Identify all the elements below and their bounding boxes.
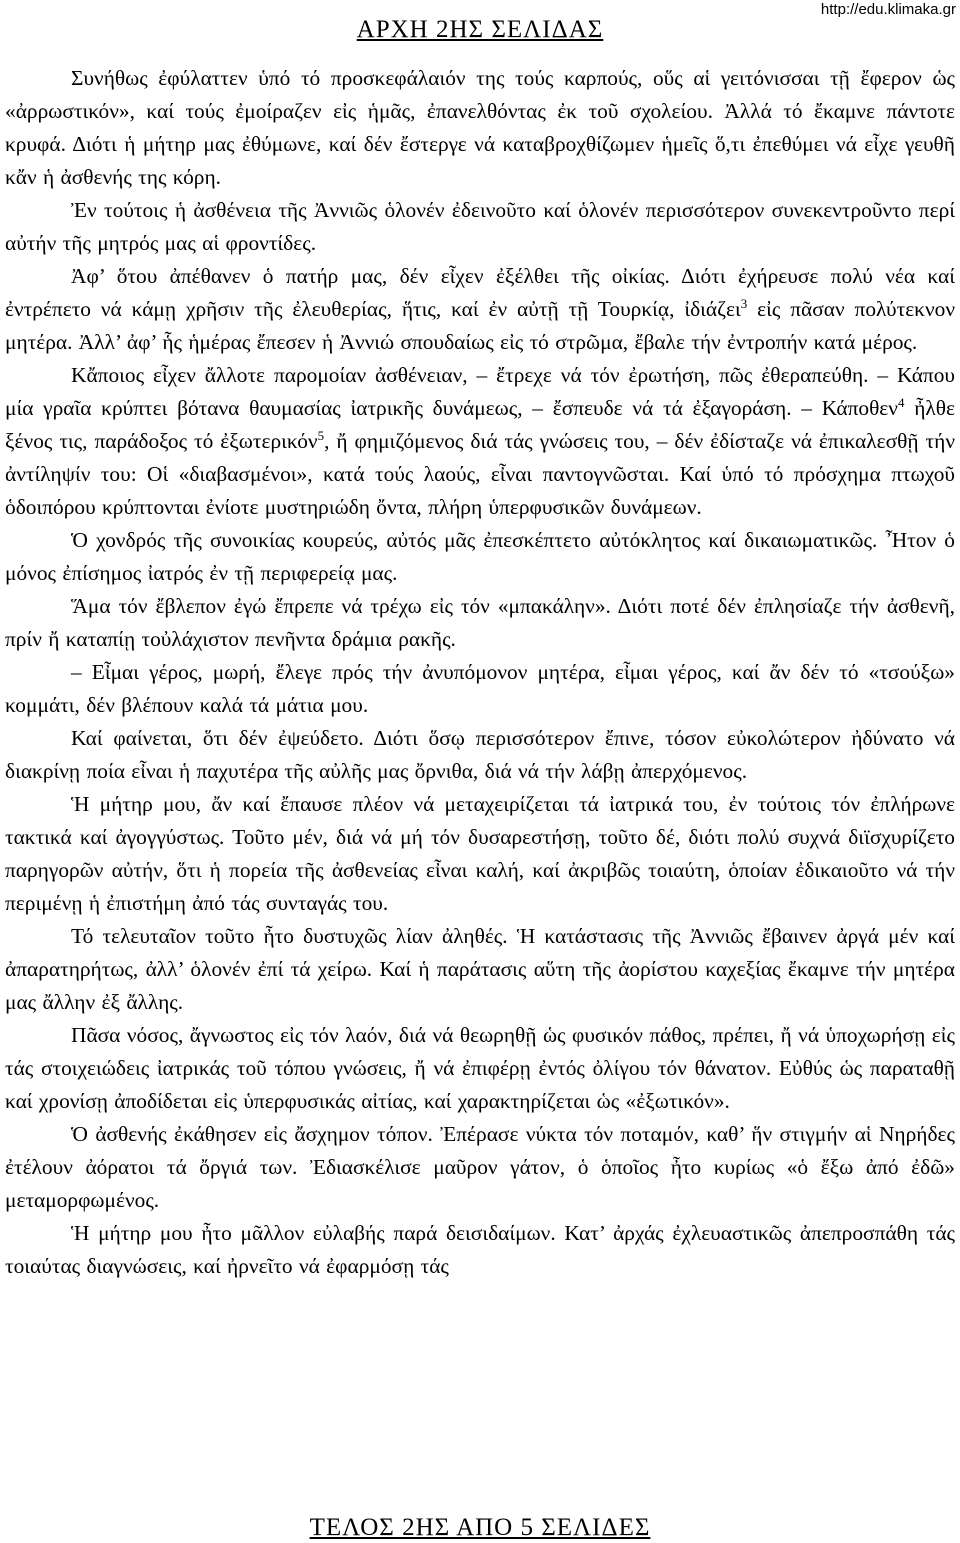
paragraph bbox=[5, 1217, 955, 1283]
paragraph-text: Κἄποιος εἶχεν ἄλλοτε παρομοίαν ἀσθένειαν, – ἔτρεχε νά τόν ἐρωτήση, πῶς ἐθεραπεύθη. – Κάπου μία γραῖα κρύπτει βότανα θαυμασίας ἰατρικῆς δυνάμεως, – ἔσπευδε νά τά ἐξαγοράση. – Κάποθεν bbox=[5, 363, 955, 420]
footnote-marker: 3 bbox=[740, 295, 748, 311]
paragraph bbox=[5, 788, 955, 920]
paragraph bbox=[5, 1019, 955, 1118]
site-url: http://edu.klimaka.gr bbox=[820, 1, 956, 18]
page-header: ΑΡΧΗ 2ΗΣ ΣΕΛΙΔΑΣ bbox=[356, 16, 604, 43]
paragraph bbox=[5, 359, 955, 524]
article-body bbox=[5, 62, 955, 1283]
footnote-marker: 5 bbox=[317, 427, 325, 443]
paragraph-text: Ἡ μήτηρ μου, ἄν καί ἔπαυσε πλέον νά μεταχειρίζεται τά ἰατρικά του, ἐν τούτοις τόν ἐπλήρωνε τακτικά καί ἀγογγύστως. Τοῦτο μέν, διά νά μή τόν δυσαρεστήσῃ, τοῦτο δέ, διότι πολύ συχνά διϊσχυρίζετο παρηγορῶν αὐτήν, ὅτι ἡ πορεία τῆς ἀσθενείας εἶναι καλή, καί ἀκριβῶς τοιαύτη, ὁποίαν ἐδικαιοῦτο νά τήν περιμένῃ ἡ ἐπιστήμη ἀπό τάς συνταγάς του. bbox=[5, 792, 955, 915]
paragraph-text: Ἀφ’ ὅτου ἀπέθανεν ὁ πατήρ μας, δέν εἶχεν ἐξέλθει τῆς οἰκίας. Διότι ἐχήρευσε πολύ νέα καί ἐντρέπετο νά κάμῃ χρῆσιν τῆς ἐλευθερίας, ἥτις, καί ἐν αὐτῇ τῇ Τουρκίᾳ, ἰδιάζει bbox=[5, 264, 955, 321]
paragraph bbox=[5, 260, 955, 359]
paragraph-text: Ἐν τούτοις ἡ ἀσθένεια τῆς Ἀννιῶς ὁλονέν ἐδεινοῦτο καί ὁλονέν περισσότερον συνεκεντροῦντο περί αὐτήν τῆς μητρός μας αἱ φροντίδες. bbox=[5, 198, 955, 255]
paragraph-text: Ὁ χονδρός τῆς συνοικίας κουρεύς, αὐτός μᾶς ἐπεσκέπτετο αὐτόκλητος καί δικαιωματικῶς. Ἦτον ὁ μόνος ἐπίσημος ἰατρός ἐν τῇ περιφερείᾳ μας. bbox=[5, 528, 955, 585]
paragraph bbox=[5, 590, 955, 656]
paragraph-text: Ὁ ἀσθενής ἐκάθησεν εἰς ἄσχημον τόπον. Ἐπέρασε νύκτα τόν ποταμόν, καθ’ ἥν στιγμήν αἱ Νηρήδες ἐτέλουν ἀόρατοι τά ὄργιά των. Ἐδιασκέλισε μαῦρον γάτον, ὁ ὁποῖος ἦτο κυρίως «ὁ ἔξω ἀπό ἐδῶ» μεταμορφωμένος. bbox=[5, 1122, 955, 1212]
paragraph-text: Τό τελευταῖον τοῦτο ἦτο δυστυχῶς λίαν ἀληθές. Ἡ κατάστασις τῆς Ἀννιῶς ἔβαινεν ἀργά μέν καί ἀπαρατηρήτως, ἀλλ’ ὁλονέν ἐπί τά χείρω. Καί ἡ παράτασις αὕτη τῆς ἀορίστου καχεξίας ἔκαμνε τήν μητέρα μας ἄλλην ἐξ ἄλλης. bbox=[5, 924, 955, 1014]
paragraph bbox=[5, 194, 955, 260]
page-footer: ΤΕΛΟΣ 2ΗΣ ΑΠΟ 5 ΣΕΛΙΔΕΣ bbox=[309, 1514, 651, 1541]
footnote-marker: 4 bbox=[897, 394, 905, 410]
paragraph-text: , ἤ φημιζόμενος διά τάς γνώσεις του, – δέν ἐδίσταζε νά ἐπικαλεσθῇ τήν ἀντίληψίν του: Οἱ «διαβασμένοι», κατά τούς λαούς, εἶναι παντογνῶσται. Καί ὑπό τό πρόσχημα πτωχοῦ ὁδοιπόρου κρύπτονται ἐνίοτε μυστηριώδη ὄντα, πλήρη ὑπερφυσικῶν δυνάμεων. bbox=[5, 429, 956, 519]
paragraph-text: εἰς πᾶσαν πολύτεκνον μητέρα. Ἀλλ’ ἀφ’ ἧς ἡμέρας ἔπεσεν ἡ Ἀννιώ σπουδαίως εἰς τό στρῶμα, ἔβαλε τήν ἐντροπήν κατά μέρος. bbox=[5, 297, 955, 354]
paragraph bbox=[5, 62, 955, 194]
paragraph bbox=[5, 722, 955, 788]
paragraph-text: ἦλθε ξένος τις, παράδοξος τό ἐξωτερικόν bbox=[5, 396, 955, 453]
paragraph-text: Ἅμα τόν ἔβλεπον ἐγώ ἔπρεπε νά τρέχω εἰς τόν «μπακάλην». Διότι ποτέ δέν ἐπλησίαζε τήν ἀσθενῆ, πρίν ἤ καταπίῃ τοὐλάχιστον πενῆντα δράμια ρακῆς. bbox=[5, 594, 955, 651]
paragraph bbox=[5, 656, 955, 722]
paragraph-text: Ἡ μήτηρ μου ἦτο μᾶλλον εὐλαβής παρά δεισιδαίμων. Κατ’ ἀρχάς ἐχλευαστικῶς ἀπεπροσπάθη τάς τοιαύτας διαγνώσεις, καί ἠρνεῖτο νά ἐφαρμόσῃ τάς bbox=[5, 1221, 955, 1278]
paragraph-text: Πᾶσα νόσος, ἄγνωστος εἰς τόν λαόν, διά νά θεωρηθῇ ὡς φυσικόν πάθος, πρέπει, ἤ νά ὑποχωρήσῃ εἰς τάς στοιχειώδεις ἰατρικάς τοῦ τόπου γνώσεις, ἤ νά ἐπιφέρῃ ἐντός ὀλίγου τόν θάνατον. Εὐθύς ὡς παραταθῇ καί χρονίσῃ ἀποδίδεται εἰς ὑπερφυσικάς αἰτίας, καί χαρακτηρίζεται ὡς «ἐξωτικόν». bbox=[5, 1023, 955, 1113]
paragraph-text: – Εἶμαι γέρος, μωρή, ἔλεγε πρός τήν ἀνυπόμονον μητέρα, εἶμαι γέρος, καί ἄν δέν τό «τσούξω» κομμάτι, δέν βλέπουν καλά τά μάτια μου. bbox=[5, 660, 955, 717]
paragraph-text: Καί φαίνεται, ὅτι δέν ἐψεύδετο. Διότι ὅσῳ περισσότερον ἔπινε, τόσον εὐκολώτερον ἠδύνατο νά διακρίνῃ ποία εἶναι ἡ παχυτέρα τῆς αὐλῆς μας ὄρνιθα, διά νά τήν λάβῃ ἀπερχόμενος. bbox=[5, 726, 955, 783]
paragraph bbox=[5, 920, 955, 1019]
paragraph-text: Συνήθως ἐφύλαττεν ὑπό τό προσκεφάλαιόν της τούς καρπούς, οὕς αἱ γειτόνισσαι τῇ ἔφερον ὡς «ἀρρωστικόν», καί τούς ἐμοίραζεν εἰς ἡμᾶς, ἐπανελθόντας ἐκ τοῦ σχολείου. Ἀλλά τό ἔκαμνε πάντοτε κρυφά. Διότι ἡ μήτηρ μας ἐθύμωνε, καί δέν ἔστεργε νά καταβροχθίζωμεν ἡμεῖς ὅ,τι ἐπεθύμει νά εἶχε γευθῆ κἄν ἡ ἀσθενής της κόρη. bbox=[5, 66, 955, 189]
paragraph bbox=[5, 524, 955, 590]
paragraph bbox=[5, 1118, 955, 1217]
